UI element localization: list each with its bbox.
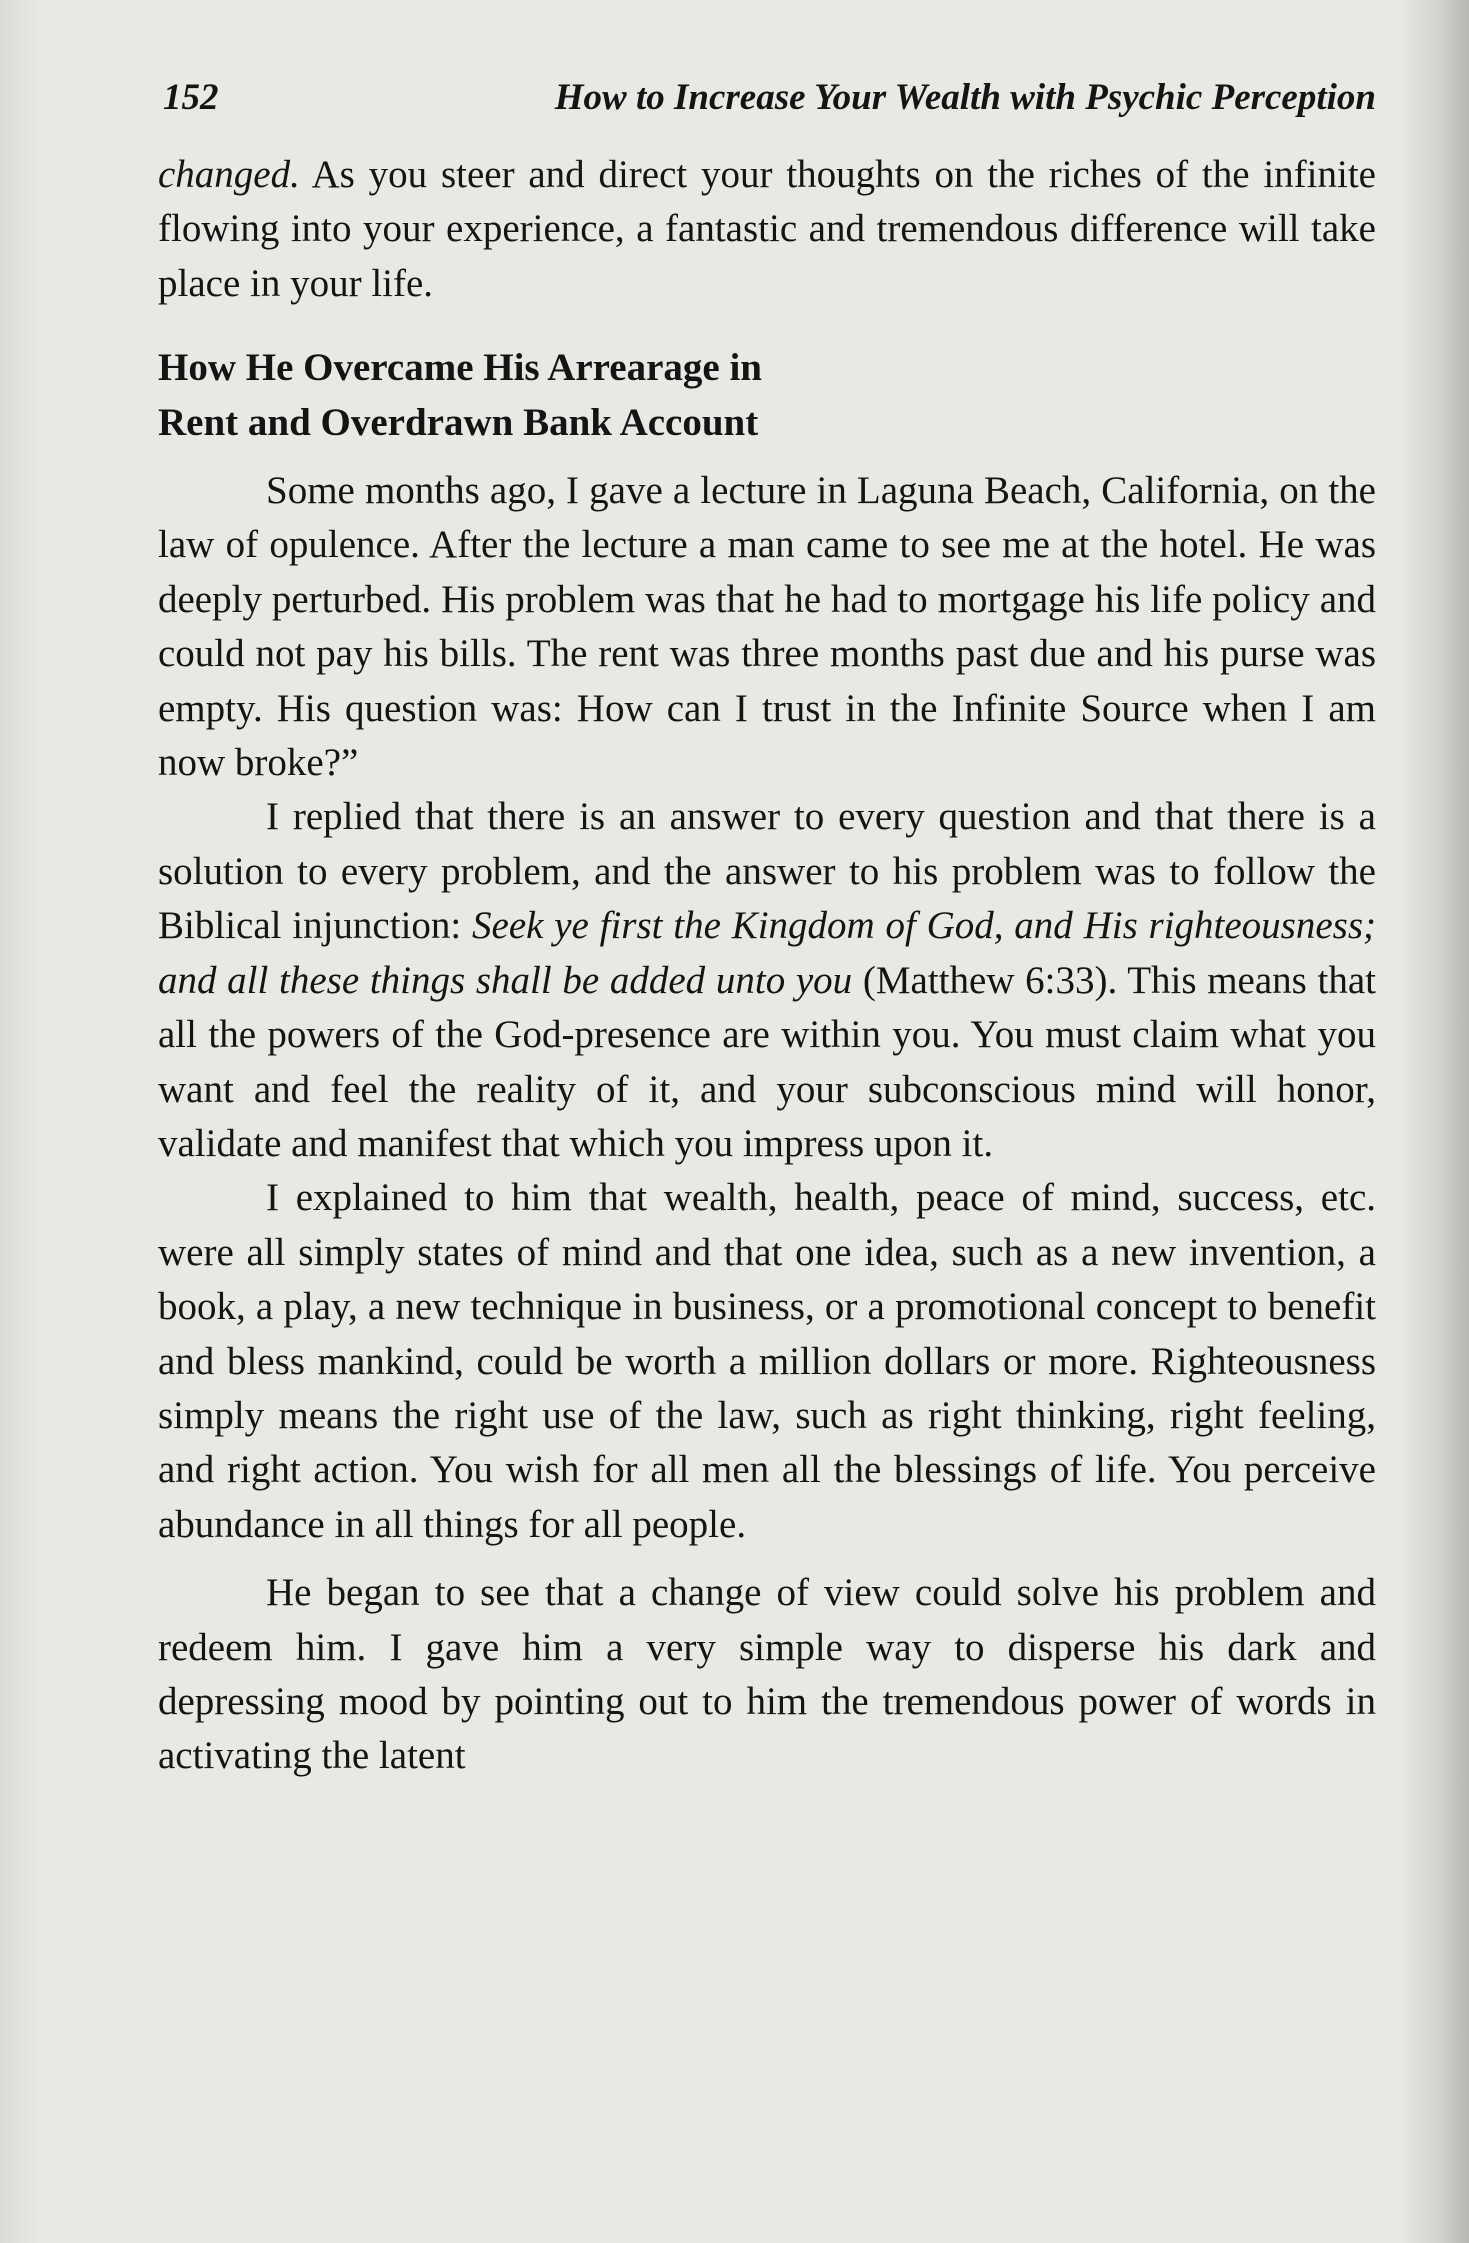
section-heading-line-2: Rent and Overdrawn Bank Account [158, 400, 759, 444]
paragraph-1 [158, 148, 1376, 311]
paragraph-3-end: (Matthew 6:33). This means that all the powers of the God-presence are within you. You must claim what you want and feel the reality of it, and your subconscious mind will honor, validate and manifest that which you impress upon it. [158, 958, 1377, 1165]
paragraph-1-italic: changed. [158, 153, 300, 196]
scripture-quote: Seek ye first the Kingdom of God, and His righteousness; and all these things shall be added unto you [158, 904, 1377, 1002]
page-edge-shadow-right [1399, 0, 1469, 2243]
paragraph-4: I explained to him that wealth, health, peace of mind, success, etc. were all simply states of mind and that one idea, such as a new invention, a book, a play, a new technique in business, or a promotional concept to benefit and bless mankind, could be worth a million dollars or more. Righteousness simply means the right use of the law, such as right thinking, right feeling, and right action. You wish for all men all the blessings of life. You perceive abundance in all things for all people. [158, 1176, 1376, 1546]
running-header [163, 76, 1376, 128]
paragraph-3-start: I replied that there is an answer to every question and that there is a solution to every problem, and the answer to his problem was to follow the Biblical injunction: [158, 795, 1376, 948]
running-title: How to Increase Your Wealth with Psychic Perception [554, 77, 1376, 118]
page-edge-shadow-left [0, 0, 40, 2243]
page-number: 152 [163, 77, 219, 118]
page-body [158, 148, 1376, 1784]
paragraph-1-text: As you steer and direct your thoughts on the riches of the infinite flowing into your experience, a fantastic and tremendous difference will take place in your life. [158, 153, 1376, 305]
paragraph-5: He began to see that a change of view could solve his problem and redeem him. I gave him a very simple way to disperse his dark and depressing mood by pointing out to him the tremendous power of words in activating the latent [158, 1571, 1376, 1778]
section-heading [158, 341, 1376, 450]
paragraph-3 [158, 790, 1376, 1171]
paragraph-2: Some months ago, I gave a lecture in Laguna Beach, California, on the law of opulence. After the lecture a man came to see me at the hotel. He was deeply perturbed. His problem was that he had to mortgage his life policy and could not pay his bills. The rent was three months past due and his purse was empty. His question was: How can I trust in the Infinite Source when I am now broke?” [158, 469, 1376, 785]
section-heading-line-1: How He Overcame His Arrearage in [158, 346, 762, 390]
